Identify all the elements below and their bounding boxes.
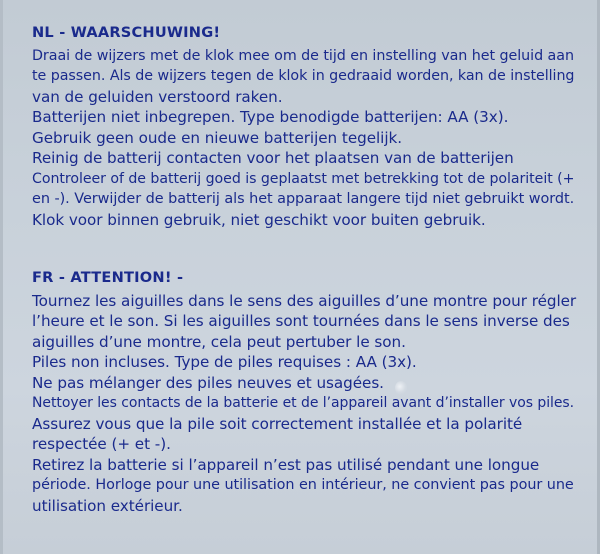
french-warning-line: respectée (+ et -). bbox=[32, 435, 171, 453]
french-warning-line: l’heure et le son. Si les aiguilles sont tournées dans le sens inverse des bbox=[32, 312, 570, 330]
dutch-warning-heading: NL - WAARSCHUWING! bbox=[32, 24, 221, 41]
french-warning-line: utilisation extérieur. bbox=[32, 496, 183, 515]
french-warning-line: Nettoyer les contacts de la batterie et de l’appareil avant d’installer vos piles. bbox=[32, 395, 575, 411]
dutch-warning-line: van de geluiden verstoord raken. bbox=[32, 87, 283, 106]
dutch-warning-line: Batterijen niet inbegrepen. Type benodigde batterijen: AA (3x). bbox=[32, 108, 509, 126]
french-warning-line: Piles non incluses. Type de piles requises : AA (3x). bbox=[32, 353, 417, 371]
dutch-warning-section bbox=[32, 23, 577, 230]
french-warning-line: Tournez les aiguilles dans le sens des aiguilles d’une montre pour régler bbox=[32, 291, 577, 310]
french-warning-line: Ne pas mélanger des piles neuves et usagées. bbox=[32, 373, 384, 392]
dutch-warning-line: Klok voor binnen gebruik, niet geschikt voor buiten gebruik. bbox=[32, 210, 486, 229]
paper-dent-mark bbox=[395, 381, 407, 395]
dutch-warning-line: Gebruik geen oude en nieuwe batterijen tegelijk. bbox=[32, 128, 403, 147]
dutch-warning-line: Controleer of de batterij goed is geplaatst met betrekking tot de polariteit (+ bbox=[32, 170, 575, 187]
dutch-warning-line: Reinig de batterij contacten voor het plaatsen van de batterijen bbox=[32, 149, 514, 167]
french-warning-line: aiguilles d’une montre, cela peut pertuber le son. bbox=[32, 332, 406, 351]
french-warning-section bbox=[32, 268, 577, 516]
dutch-warning-line: en -). Verwijder de batterij als het apparaat langere tijd niet gebruikt wordt. bbox=[32, 191, 575, 207]
french-warning-line: Assurez vous que la pile soit correctement installée et la polarité bbox=[32, 414, 523, 433]
french-warning-line: période. Horloge pour une utilisation en intérieur, ne convient pas pour une bbox=[32, 477, 574, 493]
dutch-warning-line: te passen. Als de wijzers tegen de klok in gedraaid worden, kan de instelling bbox=[32, 68, 575, 84]
dutch-warning-line: Draai de wijzers met de klok mee om de tijd en instelling van het geluid aan bbox=[32, 47, 574, 64]
french-warning-line: Retirez la batterie si l’appareil n’est pas utilisé pendant une longue bbox=[32, 455, 540, 474]
french-warning-heading: FR - ATTENTION! - bbox=[32, 269, 184, 286]
